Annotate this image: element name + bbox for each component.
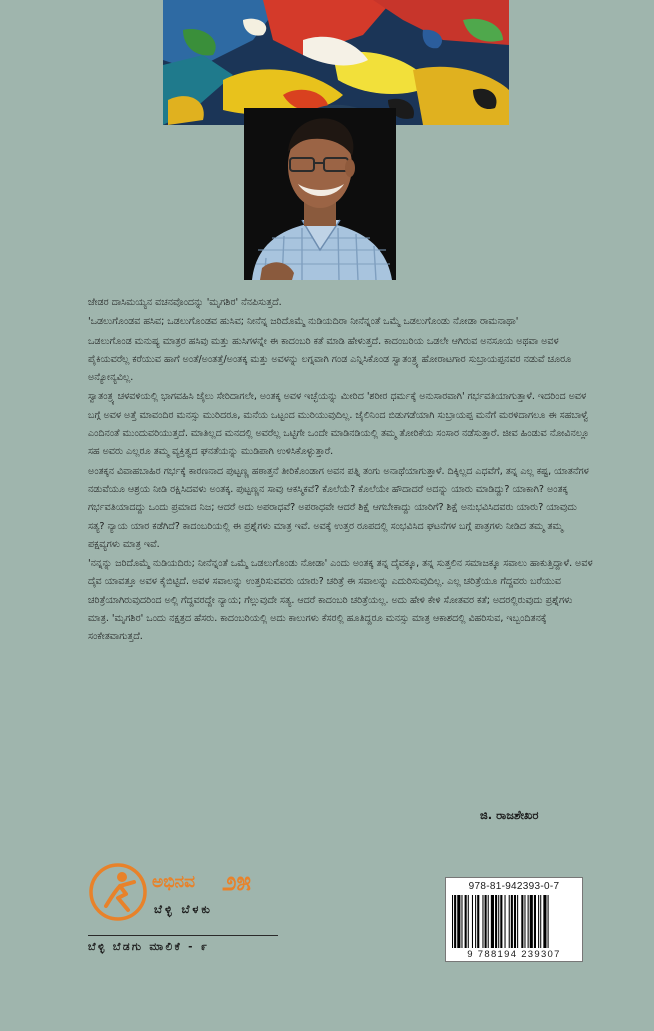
blurb-paragraph: ಸ್ವಾತಂತ್ರ್ಯ ಚಳವಳಿಯಲ್ಲಿ ಭಾಗವಹಿಸಿ ಜೈಲು ಸೇರಿದಾಗಲೇ, ಅಂತಕ್ಕ ಅವಳ ಇಚ್ಛೆಯನ್ನು ಮೀರಿದ 'ಶರೀರ ಧರ್ಮಕ್ಕೆ ಅನುಸಾರವಾಗಿ' ಗರ್ಭವತಿಯಾಗುತ್ತಾಳೆ. ಇದರಿಂದ ಅವಳ ಬಗ್ಗೆ ಅವಳ ಅತ್ತೆ ಮಾವಂದಿರ ಮನಸ್ಸು ಮುರಿದರೂ, ಮನೆಯ ಒಟ್ಟಂದ ಮುರಿಯುವುದಿಲ್ಲ. ಜೈಲಿನಿಂದ ಬಿಡುಗಡೆಯಾಗಿ ಸುಬ್ರಾಯಪ್ಪ ಮನೆಗೆ ಮರಳಿದಾಗಲೂ ಈ ಸಹಬಾಳ್ವೆ ಎಂದಿನಂತೆ ಮುಂದುವರಿಯುತ್ತದೆ. ಮಾತಿಲ್ಲದ ಮನದಲ್ಲಿ ಅವರೆಲ್ಲ ಒಟ್ಟಿಗೇ ಒಂದೇ ಮಾಡಿನಡಿಯಲ್ಲಿ ತಮ್ಮ ತೋರಿಕೆಯ ಸಂಸಾರ ನಡೆಸುತ್ತಾರೆ. ಜೀವ ಹಿಂಡುವ ನೋವಿನಲ್ಲೂ ಸಹ ಅವರು ಎಲ್ಲರೂ ತಮ್ಮ ವ್ಯಕ್ತಿತ್ವದ ಘನತೆಯನ್ನು ಮುಡಿಪಾಗಿ ಉಳಿಸಿಕೊಳ್ಳುತ್ತಾರೆ. bbox=[88, 391, 590, 458]
isbn-number: 978-81-942393-0-7 bbox=[468, 881, 560, 892]
barcode-bars bbox=[452, 895, 578, 948]
author-photo bbox=[244, 108, 396, 280]
series-label: ಬೆಳ್ಳಿ ಬೆಡಗು ಮಾಲಿಕೆ - ೯ bbox=[88, 935, 278, 954]
publisher-name: ಅಭಿನವ bbox=[152, 872, 195, 892]
isbn-barcode bbox=[445, 877, 583, 962]
blurb-paragraph: 'ನನ್ನನ್ನು ಜರಿದೊಮ್ಮೆ ನುಡಿಯದಿರು; ನೀನೆನ್ನಂತೆ ಒಮ್ಮೆ ಒಡಲುಗೊಂಡು ನೋಡಾ' ಎಂದು ಅಂತಕ್ಕ ತನ್ನ ದೈವಕ್ಕೂ, ತನ್ನ ಸುತ್ತಲಿನ ಸಮಾಜಕ್ಕೂ ಸವಾಲು ಹಾಕುತ್ತಿದ್ದಾಳೆ. ಅವಳ ದೈವ ಯಾವತ್ತೂ ಅವಳ ಕೈಬಿಟ್ಟಿದೆ. ಅವಳ ಸವಾಲನ್ನು ಉತ್ತರಿಸುವವರು ಯಾರು? ಚರಿತ್ರೆ ಈ ಸವಾಲನ್ನು ಎದುರಿಸುವುದಿಲ್ಲ. ಎಲ್ಲ ಚರಿತ್ರೆಯೂ ಗೆದ್ದವರು ಬರೆಯುವ ಚರಿತ್ರೆಯಾಗಿರುವುದರಿಂದ ಅಲ್ಲಿ ಗೆದ್ದವರದ್ದೇ ನ್ಯಾಯ; ಗೆಲ್ಲುವುದೇ ಸತ್ಯ. ಆದರೆ ಕಾದಂಬರಿ ಚರಿತ್ರೆಯಲ್ಲ. ಅದು ಹೇಳಿ ಕೇಳಿ ಸೋತವರ ಕತೆ; ಅದರಲ್ಲಿರುವುದು ಪ್ರಶ್ನೆಗಳು ಮಾತ್ರ. 'ಮೃಗಶಿರ' ಒಂದು ನಕ್ಷತ್ರದ ಹೆಸರು. ಕಾದಂಬರಿಯಲ್ಲಿ ಅದು ಕಾಲುಗಳು ಕೆಸರಲ್ಲಿ ಹೂತಿದ್ದರೂ ಮನಸ್ಸು ಮಾತ್ರ ಆಕಾಶದಲ್ಲಿ ವಿಹರಿಸುವ, ಇಬ್ಬಂದಿತನಕ್ಕೆ ಸಂಕೇತವಾಗುತ್ತದೆ. bbox=[88, 558, 593, 643]
anniversary-number: ೨೫ bbox=[222, 867, 252, 897]
cover-artwork bbox=[163, 0, 509, 125]
back-cover-blurb bbox=[88, 294, 596, 824]
blurb-paragraph: ಜೇಡರ ದಾಸಿಮಯ್ಯನ ವಚನವೊಂದನ್ನು 'ಮೃಗಶಿರ' ನೆನಪಿಸುತ್ತದೆ. bbox=[88, 297, 282, 308]
ean-digits: 9 788194 239307 bbox=[467, 949, 561, 960]
blurb-paragraph: ಅಂತಕ್ಕನ ವಿವಾಹಬಾಹಿರ ಗರ್ಭಕ್ಕೆ ಕಾರಣನಾದ ಪುಟ್ಟಣ್ಣ ಹಠಾತ್ತನೆ ತೀರಿಕೊಂಡಾಗ ಅವನ ಪತ್ನಿ ತಂಗು ಅನಾಥೆಯಾಗುತ್ತಾಳೆ. ದಿಕ್ಕಿಲ್ಲದ ಎಧವೆಗೆ, ತನ್ನ ಎಲ್ಲ ಕಷ್ಟ, ಯಾತನೆಗಳ ನಡುವೆಯೂ ಆಶ್ರಯ ನೀಡಿ ರಕ್ಷಿಸಿದವಳು ಅಂತಕ್ಕ. ಪುಟ್ಟಣ್ಣನ ಸಾವು ಆಕಸ್ಮಿಕವೆ? ಕೊಲೆಯೆ? ಕೊಲೆಯೇ ಹೌದಾದರೆ ಅದನ್ನು ಯಾರು ಮಾಡಿದ್ದು? ಯಾಕಾಗಿ? ಅಂತಕ್ಕ ಗರ್ಭವತಿಯಾದದ್ದು ಒಂದು ಪ್ರಮಾದ ನಿಜ; ಆದರೆ ಅದು ಅಪರಾಧವೆ? ಅಪರಾಧವೇ ಆದರೆ ಶಿಕ್ಷೆ ಆಗಬೇಕಾದ್ದು ಯಾರಿಗೆ? ಶಿಕ್ಷೆ ಅನುಭವಿಸಿದವರು ಯಾರು? ಯಾವುದು ಸತ್ಯ? ನ್ಯಾಯ ಯಾರ ಕಡೆಗಿದೆ? ಕಾದಂಬರಿಯಲ್ಲಿ ಈ ಪ್ರಶ್ನೆಗಳು ಮಾತ್ರ ಇವೆ. ಅವಕ್ಕೆ ಉತ್ತರ ರೂಪದಲ್ಲಿ ಸಂಭವಿಸಿದ ಘಟನೆಗಳ ಬಗ್ಗೆ ಪಾತ್ರಗಳು ನೀಡಿದ ತಮ್ಮ ತಮ್ಮ ಪಕ್ಷವ್ಯಗಳು ಮಾತ್ರ ಇವೆ. bbox=[88, 465, 589, 550]
publisher-tagline: ಬೆಳ್ಳಿ ಬೆಳಕು bbox=[154, 903, 213, 916]
vachana-quote: 'ಒಡಲುಗೊಂಡವ ಹಸಿವ; ಒಡಲುಗೊಂಡವ ಹುಸಿವ; ನೀನೆನ್ನ ಜರಿದೊಮ್ಮೆ ನುಡಿಯದಿರಾ ನೀನೆನ್ನಂತೆ ಒಮ್ಮೆ ಒಡಲುಗೊಂಡು ನೋಡಾ ರಾಮನಾಥಾ' bbox=[88, 316, 519, 328]
blurb-signature: ಜಿ. ರಾಜಶೇಖರ bbox=[480, 808, 539, 822]
blurb-paragraph: ಒಡಲುಗೊಂಡ ಮನುಷ್ಯ ಮಾತ್ರರ ಹಸಿವು ಮತ್ತು ಹುಸಿಗಳನ್ನೇ ಈ ಕಾದಂಬರಿ ಕತೆ ಮಾಡಿ ಹೇಳುತ್ತದೆ. ಕಾದಂಬರಿಯ ಒಡಲೇ ಆಗಿರುವ ಅನಸೂಯ ಅಥವಾ ಅವಳ ಪೈಕಿಯವರೆಲ್ಲ ಕರೆಯುವ ಹಾಗೆ ಅಂತೆ/ಅಂತತ್ತೆ/ಅಂತಕ್ಕ ಮತ್ತು ಅವಳನ್ನು ಲಗ್ನವಾಗಿ ಗಂಡ ಎನ್ನಿಸಿಕೊಂಡ ಸ್ವಾತಂತ್ರ್ಯ ಹೋರಾಟಗಾರ ಸುಬ್ರಾಯಪ್ಪನವರ ನಡುವೆ ಚೂರೂ ಅನ್ಯೋನ್ಯವಿಲ್ಲ. bbox=[88, 335, 572, 384]
publisher-logo bbox=[86, 860, 286, 924]
